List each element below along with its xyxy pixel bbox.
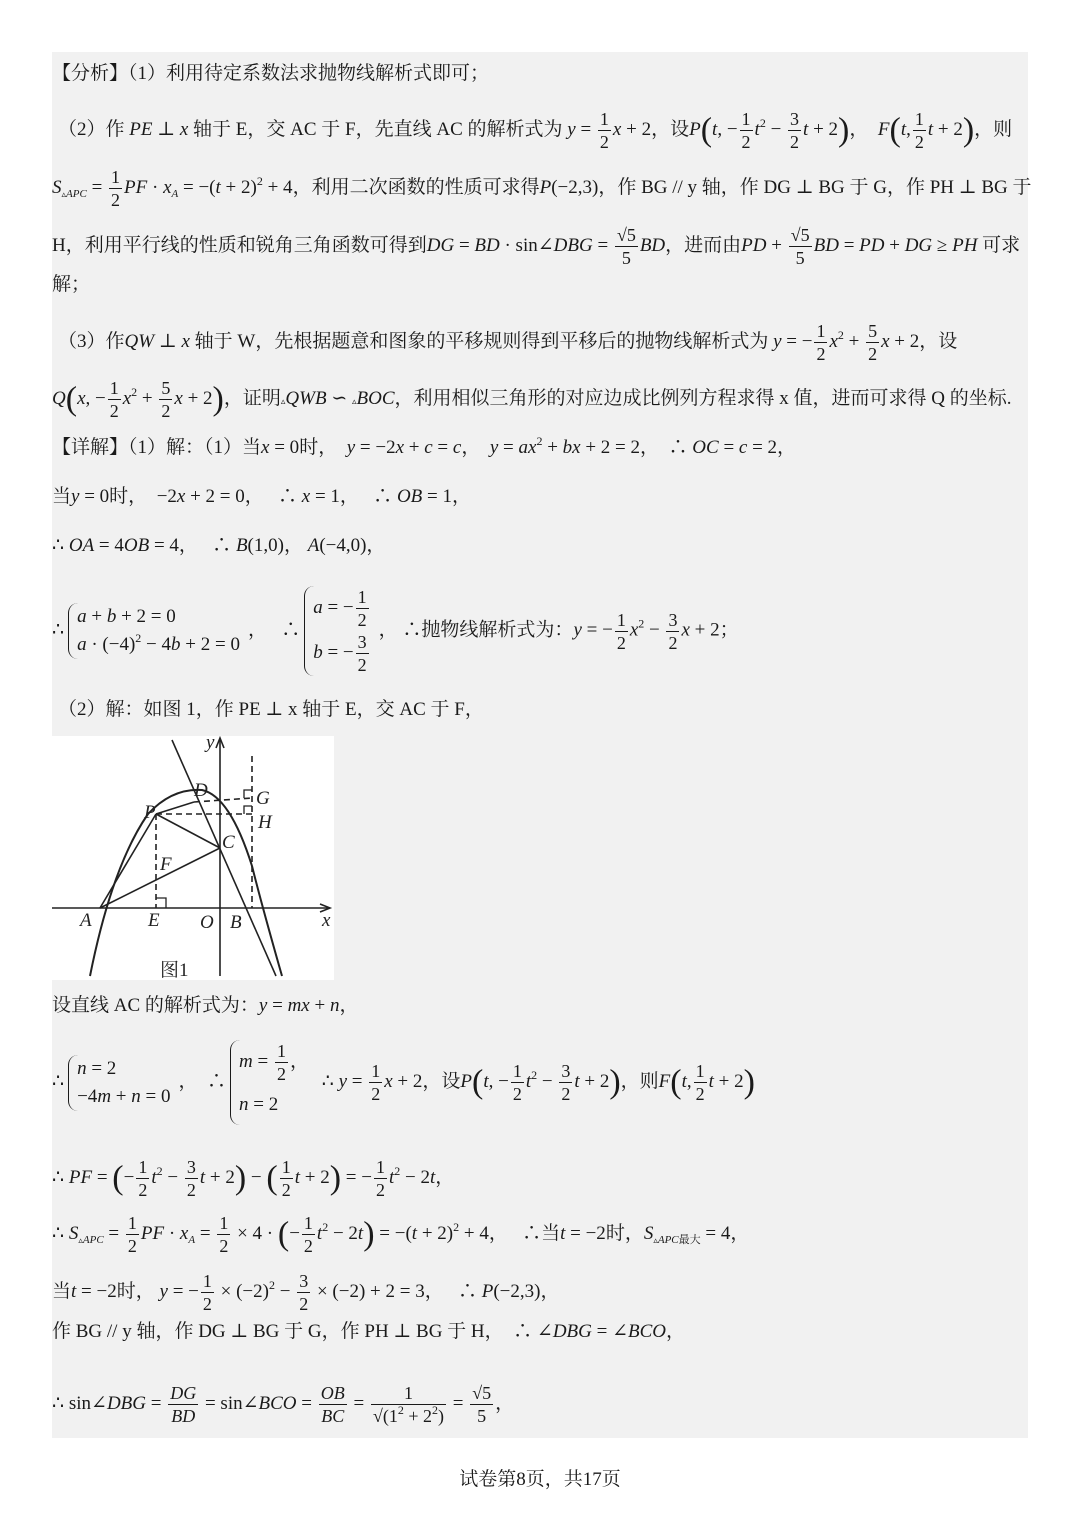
label-x: x xyxy=(322,910,331,931)
analysis-text: ，利用二次函数的性质可求得 xyxy=(292,176,540,198)
detail-line-9: ∴ $S_{▵APC}$ = $\frac{1}{2}$ PF · $x_A$ = $\frac{1}{2}$ × 4 · (− $\frac{1}{2}$ $t^2 - 2t) = -(t + 2)^2 + 4$， ∴当t = −2时，$S_{▵APC最大} = 4$， xyxy=(52,1213,750,1256)
label-f: F xyxy=(160,854,172,875)
label-y: y xyxy=(206,736,215,753)
detail-text: 当 xyxy=(52,486,72,507)
detail-text: 时， xyxy=(116,1280,155,1302)
detail-line-10: 当t = −2时， y = − $\frac{1}{2}$ × $(-2)^2$ − $\frac{3}{2}$ × (−2) + 2 = 3， ∴ P(−2,3)， xyxy=(52,1271,560,1314)
page-footer: 试卷第8页，共17页 xyxy=(459,1469,621,1490)
label-e: E xyxy=(148,910,160,931)
analysis-line-6: （3）作QW ⊥ x 轴于 W，先根据题意和图象的平移规则得到平移后的抛物线解析式为 y = − $\frac{1}{2}$ $x^2$ + $\frac{5}{2}$ x + 2，设 xyxy=(58,321,958,364)
label-c: C xyxy=(222,832,235,853)
analysis-text: ，证明 xyxy=(223,387,281,409)
analysis-text: （3）作 xyxy=(58,330,125,352)
detail-line-11: 作 BG // y 轴，作 DG ⊥ BG 于 G，作 PH ⊥ BG 于 H， ∴ ∠DBG = ∠BCO， xyxy=(52,1321,686,1342)
analysis-text: ，进而由 xyxy=(665,234,742,256)
detail-text: （1）解：（1）当 xyxy=(128,437,262,458)
analysis-text: 轴于 W，先根据题意和图象的平移规则得到平移后的抛物线解析式为 xyxy=(194,330,769,352)
detail-text: 当 xyxy=(541,1222,561,1244)
line-cb xyxy=(172,740,276,976)
detail-line-4: ∴ a + b + 2 = 0 $a \cdot (-4)^2 - 4b + 2 = 0$ ， ∴ a = − $\frac{1}{2}$ b = − $\frac{3}{2}$ ， ∴抛物线解析式为：y = − $\frac{1}{2}$ $x^2$ − $\frac{3}{2}$ x + 2； xyxy=(52,587,739,675)
detail-text: 设直线 AC 的解析式为： xyxy=(52,995,259,1016)
analysis-line-7: Q(x, − $\frac{1}{2}$ $x^2$ + $\frac{5}{2}$ x + 2)，证明▵QWB ∽ ▵BOC，利用相似三角形的对应边成比例列方程求得 x 值，进而可求得 Q 的坐标. xyxy=(52,378,1012,421)
label-d: D xyxy=(194,780,208,801)
detail-line-12: ∴ sin∠DBG = $\frac{DG}{BD}$ = sin∠BCO = $\frac{OB}{BC}$ = $\frac{1}{√(1^2 + 2^2)}$ = $\frac{√5}{5}$ ， xyxy=(52,1383,515,1426)
detail-text: 时， xyxy=(605,1222,644,1244)
label-o: O xyxy=(200,912,214,933)
detail-line-2: 当y = 0时， −2x + 2 = 0， ∴ x = 1， ∴ OB = 1， xyxy=(52,486,471,507)
analysis-line-2: （2）作 PE ⊥ x 轴于 E，交 AC 于 F，先直线 AC 的解析式为 y = $\frac{1}{2}$ x + 2，设P(t, − $\frac{1}{2}$ $t^2$ − $\frac{3}{2}$ t + 2)， F(t, $\frac{1}{2}$ t + 2)，则 xyxy=(58,109,1013,152)
analysis-text: 解； xyxy=(52,274,91,295)
analysis-text: 可求 xyxy=(982,234,1021,256)
segment-pc xyxy=(156,814,220,848)
detail-line-3: ∴ OA = 4OB = 4， ∴ B(1,0)， A(−4,0)， xyxy=(52,535,386,556)
analysis-line-5 xyxy=(52,273,90,297)
figure-caption: 图1 xyxy=(160,960,189,980)
label-b: B xyxy=(230,912,242,933)
detail-line-7: ∴ n = 2 −4m + n = 0 ， ∴ m = $\frac{1}{2}$ ， n = 2 ∴ y = $\frac{1}{2}$ x + 2，设P(t, − $\frac{1}{2}$ $t^2$ − $\frac{3}{2}$ t + 2)，则F(t, $\frac{1}{2}$ t + 2) xyxy=(52,1040,755,1125)
label-h: H xyxy=(258,812,272,833)
analysis-part1: （1）利用待定系数法求抛物线解析式即可； xyxy=(128,63,490,84)
detail-text: 抛物线解析式为： xyxy=(421,619,574,641)
analysis-text: ，则 xyxy=(974,118,1013,140)
detail-tag: 【详解】 xyxy=(52,437,129,458)
detail-text: 作 BG // y 轴，作 DG ⊥ BG 于 G，作 PH ⊥ BG 于 H， xyxy=(52,1321,504,1342)
segment-pd xyxy=(156,802,194,814)
parabola-curve xyxy=(90,790,282,976)
analysis-text: ，作 BG // y 轴，作 DG ⊥ BG 于 G，作 PH ⊥ BG 于 xyxy=(598,176,1032,198)
detail-text: ，则 xyxy=(620,1070,659,1092)
analysis-text: （2）作 xyxy=(58,118,125,140)
detail-line-1: 【详解】（1）解：（1）当x = 0时， y = −2x + c = c， $y = ax^2$ + bx + 2 = 2， ∴ OC = c = 2， xyxy=(52,434,797,458)
detail-text: 时， xyxy=(299,437,338,458)
analysis-text: ，利用相似三角形的对应边成比例列方程求得 x 值，进而可求得 Q 的坐标. xyxy=(394,387,1012,409)
detail-line-5 xyxy=(58,698,484,722)
analysis-line-4: H，利用平行线的性质和锐角三角函数可得到DG = BD · sin∠DBG = $\frac{√5}{5}$ BD，进而由PD + $\frac{√5}{5}$ BD = PD + DG ≥ PH 可求 xyxy=(52,225,1021,268)
right-angle-e-icon xyxy=(156,898,166,908)
label-p: P xyxy=(144,802,156,823)
analysis-line-3: $S_{▵APC}$ = $\frac{1}{2}$ PF · $x_A = -(t + 2)^2 + 4$，利用二次函数的性质可求得P(−2,3)，作 BG // y 轴，作 DG ⊥ BG 于 G，作 PH ⊥ BG 于 xyxy=(52,167,1032,210)
analysis-tag: 【分析】 xyxy=(52,63,129,84)
detail-text: ，设 xyxy=(422,1070,461,1092)
detail-text: （2）解：如图 1，作 PE ⊥ x 轴于 E，交 AC 于 F， xyxy=(58,699,484,720)
figure-1 xyxy=(52,736,334,980)
right-angle-h-icon xyxy=(244,806,252,814)
analysis-text: ，设 xyxy=(919,330,958,352)
figure-1-graph xyxy=(52,736,334,980)
detail-line-6: 设直线 AC 的解析式为：y = mx + n， xyxy=(52,995,359,1016)
detail-line-8: ∴ PF = (− $\frac{1}{2}$ $t^2$ − $\frac{3}{2}$ t + 2) − ( $\frac{1}{2}$ t + 2) = − $\frac{1}{2}$ $t^2 - 2t$， xyxy=(52,1157,455,1200)
analysis-text: H，利用平行线的性质和锐角三角函数可得到 xyxy=(52,234,427,256)
analysis-text: ，设 xyxy=(651,118,690,140)
detail-text: 时， xyxy=(109,486,148,507)
right-angle-g-icon xyxy=(244,790,252,798)
label-a: A xyxy=(80,910,92,931)
label-g: G xyxy=(256,788,270,809)
analysis-line-1 xyxy=(52,62,489,86)
analysis-text: 轴于 E，交 AC 于 F，先直线 AC 的解析式为 xyxy=(193,118,563,140)
detail-text: 当 xyxy=(52,1280,72,1302)
max-subscript: 最大 xyxy=(678,1233,701,1246)
